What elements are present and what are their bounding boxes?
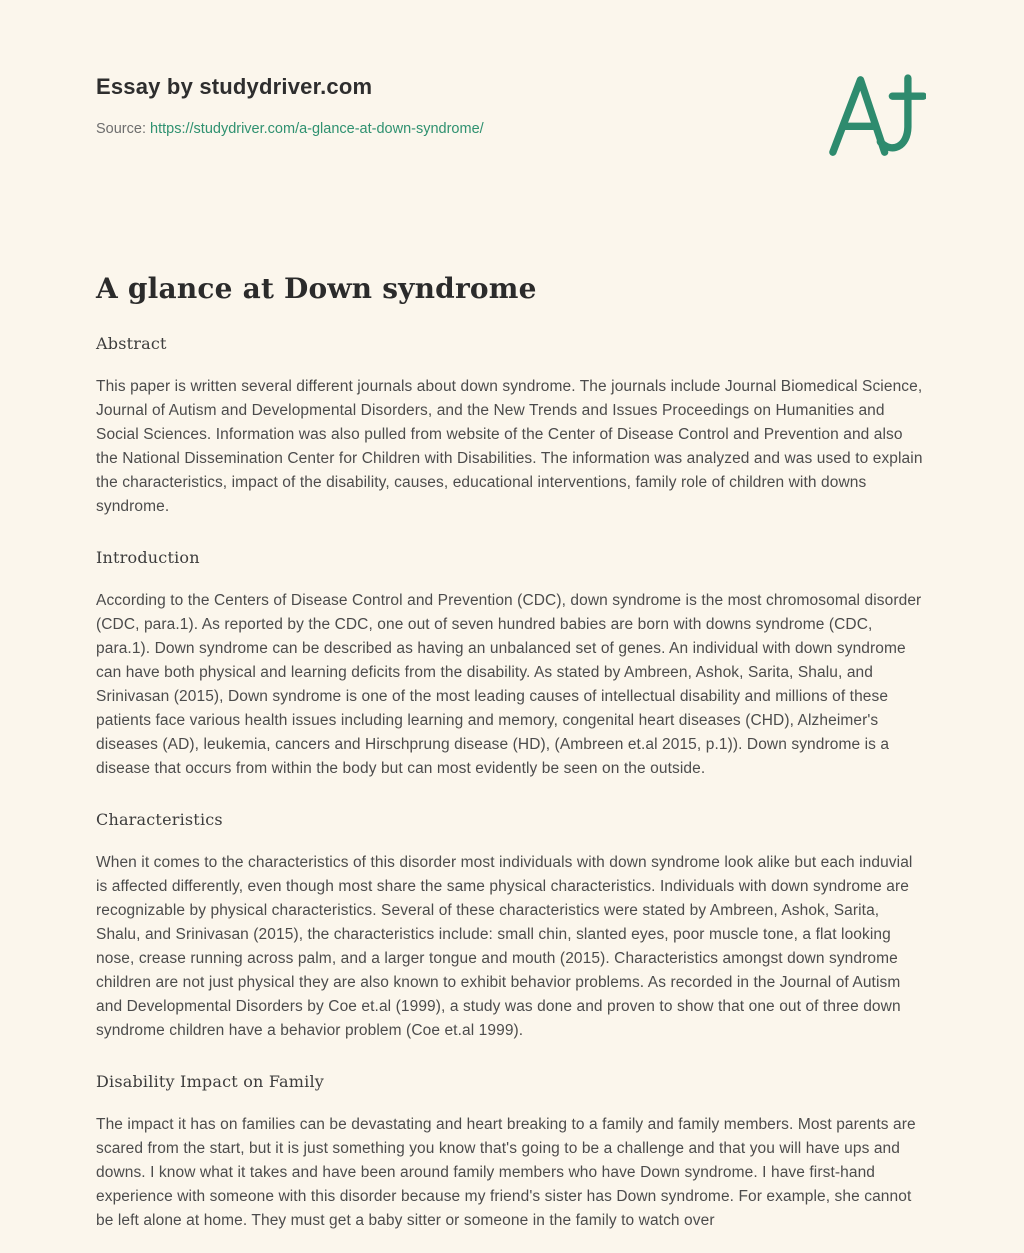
section-heading-abstract: Abstract — [96, 334, 167, 353]
section-heading-introduction: Introduction — [96, 548, 200, 567]
essay-title: A glance at Down syndrome — [96, 272, 537, 305]
essay-by-heading: Essay by studydriver.com — [96, 74, 373, 99]
page-header — [96, 74, 928, 162]
source-label: Source: — [96, 121, 146, 137]
source-url-link[interactable]: https://studydriver.com/a-glance-at-down-syndrome/ — [150, 121, 484, 137]
header-left — [96, 74, 484, 137]
source-line — [96, 121, 484, 137]
essay-content — [96, 272, 928, 1233]
section-heading-disability-impact: Disability Impact on Family — [96, 1072, 325, 1091]
section-paragraph-characteristics: When it comes to the characteristics of this disorder most individuals with down syndrome look alike but each induvial is affected differently, even though most share the same physical characteristics. Individuals with down syndrome are recognizable by physical characteristics. Several of these characteristics were stated by Ambreen, Ashok, Sarita, Shalu, and Srinivasan (2015), the characteristics include: small chin, slanted eyes, poor muscle tone, a flat looking nose, crease running across palm, and a larger tongue and mouth (2015). Characteristics amongst down syndrome children are not just physical they are also known to exhibit behavior problems. As recorded in the Journal of Autism and Developmental Disorders by Coe et.al (1999), a study was done and proven to show that one out of three down syndrome children have a behavior problem (Coe et.al 1999). — [96, 854, 913, 1039]
section-disability-impact — [96, 1072, 928, 1233]
section-introduction — [96, 548, 928, 781]
section-paragraph-introduction: According to the Centers of Disease Control and Prevention (CDC), down syndrome is the most chromosomal disorder (CDC, para.1). As reported by the CDC, one out of seven hundred babies are born with downs syndrome (CDC, para.1). Down syndrome can be described as having an unbalanced set of genes. An individual with down syndrome can have both physical and learning deficits from the disability. As stated by Ambreen, Ashok, Sarita, Shalu, and Srinivasan (2015), Down syndrome is one of the most leading causes of intellectual disability and millions of these patients face various health issues including learning and memory, congenital heart diseases (CHD), Alzheimer's diseases (AD), leukemia, cancers and Hirschprung disease (HD), (Ambreen et.al 2015, p.1)). Down syndrome is a disease that occurs from within the body but can most evidently be seen on the outside. — [96, 592, 922, 777]
section-abstract — [96, 334, 928, 519]
section-characteristics — [96, 810, 928, 1043]
studydriver-logo-icon — [826, 70, 926, 162]
section-paragraph-disability-impact: The impact it has on families can be devastating and heart breaking to a family and family members. Most parents are scared from the start, but it is just something you know that's going to be a challenge and that you will have ups and downs. I know what it takes and have been around family members who have Down syndrome. I have first-hand experience with someone with this disorder because my friend's sister has Down syndrome. For example, she cannot be left alone at home. They must get a baby sitter or someone in the family to watch over — [96, 1116, 916, 1229]
section-heading-characteristics: Characteristics — [96, 810, 223, 829]
section-paragraph-abstract: This paper is written several different journals about down syndrome. The journals include Journal Biomedical Science, Journal of Autism and Developmental Disorders, and the New Trends and Issues Proceedings on Humanities and Social Sciences. Information was also pulled from website of the Center of Disease Control and Prevention and also the National Dissemination Center for Children with Disabilities. The information was analyzed and was used to explain the characteristics, impact of the disability, causes, educational interventions, family role of children with downs syndrome. — [96, 378, 923, 515]
